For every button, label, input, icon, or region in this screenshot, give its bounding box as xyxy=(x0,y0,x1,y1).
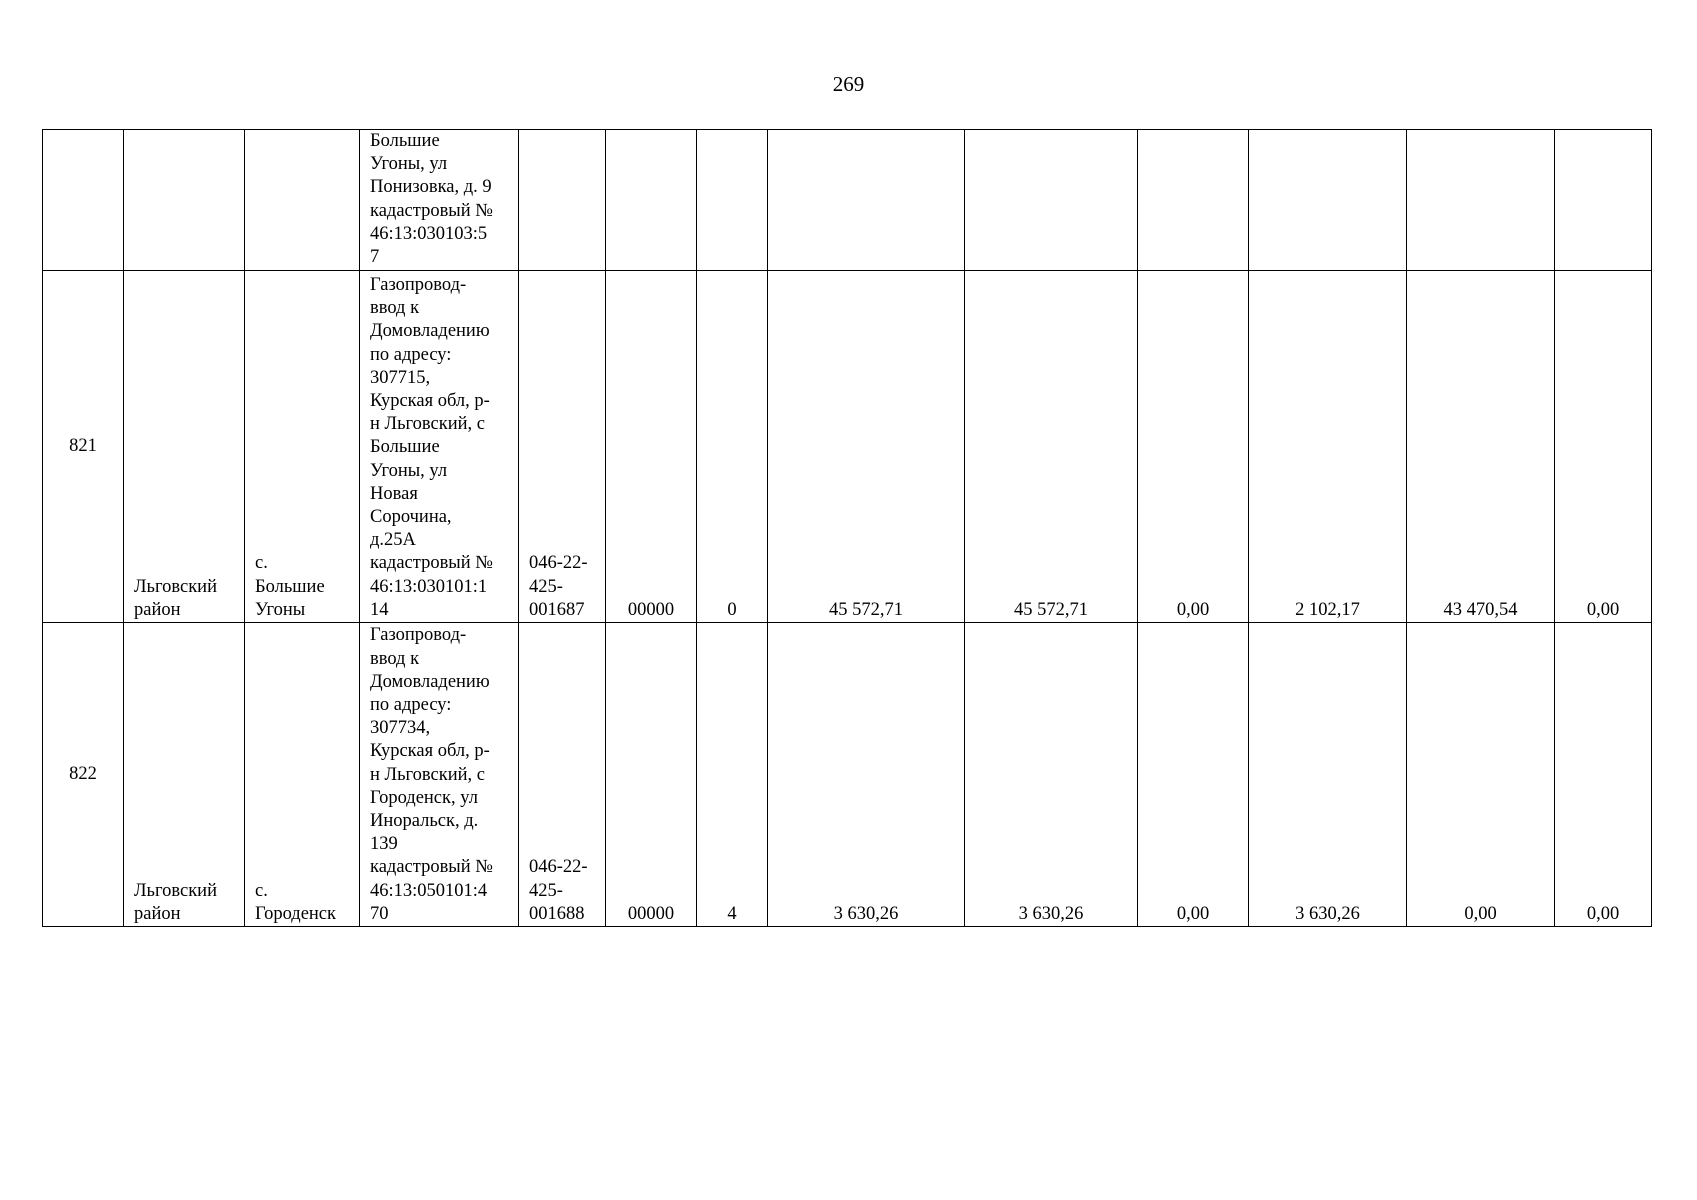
text-line: 14 xyxy=(370,599,389,620)
text-line: кадастровый № xyxy=(370,553,493,574)
cell-value-3: 0,00 xyxy=(1138,623,1249,927)
text-line: Большие xyxy=(255,576,325,597)
cell-flag: 0 xyxy=(697,271,768,623)
description-text xyxy=(370,624,508,926)
cell-value-6 xyxy=(1555,130,1652,271)
text-line: 46:13:030103:5 xyxy=(370,223,488,244)
text-line: ввод к xyxy=(370,648,420,669)
text-line: Льговский xyxy=(134,880,217,901)
text-line: 307734, xyxy=(370,718,431,739)
text-line: Домовладению xyxy=(370,321,490,342)
text-line: Большие xyxy=(370,437,440,458)
cell-district xyxy=(124,271,245,623)
text-line: Угоны, ул xyxy=(370,154,448,175)
text-line: Иноральск, д. xyxy=(370,810,479,831)
text-line: 7 xyxy=(370,247,380,268)
cell-code2: 00000 xyxy=(606,271,697,623)
cell-locality xyxy=(245,623,360,927)
text-line: 001687 xyxy=(529,599,585,620)
cell-value-2: 45 572,71 xyxy=(965,271,1138,623)
text-line: Домовладению xyxy=(370,671,490,692)
text-line: 425- xyxy=(529,880,563,901)
text-line: с. xyxy=(255,880,268,901)
text-line: Курская обл, р- xyxy=(370,390,490,411)
page-number: 269 xyxy=(832,72,865,96)
cell-value-4 xyxy=(1249,130,1407,271)
cell-value-1: 3 630,26 xyxy=(768,623,965,927)
code-text xyxy=(529,856,595,926)
locality-text xyxy=(255,880,349,926)
cell-value-3: 0,00 xyxy=(1138,271,1249,623)
cell-index xyxy=(43,130,124,271)
text-line: Газопровод- xyxy=(370,625,467,646)
cell-code2 xyxy=(606,130,697,271)
text-line: район xyxy=(134,599,181,620)
cell-value-6: 0,00 xyxy=(1555,623,1652,927)
cell-description xyxy=(360,623,519,927)
text-line: кадастровый № xyxy=(370,857,493,878)
text-line: Новая xyxy=(370,483,418,504)
cell-value-1 xyxy=(768,130,965,271)
description-text xyxy=(370,130,508,269)
text-line: Льговский xyxy=(134,576,217,597)
cell-code xyxy=(519,130,606,271)
cell-code xyxy=(519,271,606,623)
district-text xyxy=(134,880,234,926)
text-line: 70 xyxy=(370,903,389,924)
code-text xyxy=(529,552,595,622)
text-line: Сорочина, xyxy=(370,506,452,527)
cell-district xyxy=(124,130,245,271)
description-text xyxy=(370,274,508,622)
cell-value-5 xyxy=(1407,130,1555,271)
text-line: 001688 xyxy=(529,903,585,924)
cell-value-1: 45 572,71 xyxy=(768,271,965,623)
table-row xyxy=(43,623,1652,927)
cell-flag xyxy=(697,130,768,271)
text-line: 307715, xyxy=(370,367,431,388)
cell-description xyxy=(360,271,519,623)
cell-value-4: 3 630,26 xyxy=(1249,623,1407,927)
text-line: Курская обл, р- xyxy=(370,741,490,762)
text-line: район xyxy=(134,903,181,924)
text-line: с. xyxy=(255,553,268,574)
cell-flag: 4 xyxy=(697,623,768,927)
cell-locality xyxy=(245,130,360,271)
text-line: Угоны, ул xyxy=(370,460,448,481)
text-line: н Льговский, с xyxy=(370,414,485,435)
text-line: н Льговский, с xyxy=(370,764,485,785)
cell-value-4: 2 102,17 xyxy=(1249,271,1407,623)
text-line: Большие xyxy=(370,131,440,151)
text-line: по адресу: xyxy=(370,694,452,715)
cell-description xyxy=(360,130,519,271)
table-row xyxy=(43,271,1652,623)
cell-value-2: 3 630,26 xyxy=(965,623,1138,927)
text-line: ввод к xyxy=(370,298,420,319)
text-line: 46:13:050101:4 xyxy=(370,880,488,901)
locality-text xyxy=(255,552,349,622)
text-line: Газопровод- xyxy=(370,274,467,295)
text-line: 046-22- xyxy=(529,857,588,878)
table-row-continuation xyxy=(43,130,1652,271)
registry-table xyxy=(42,129,1652,927)
text-line: Понизовка, д. 9 xyxy=(370,177,492,198)
district-text xyxy=(134,576,234,622)
cell-value-6: 0,00 xyxy=(1555,271,1652,623)
text-line: Угоны xyxy=(255,599,306,620)
text-line: Городенск xyxy=(255,903,337,924)
text-line: 425- xyxy=(529,576,563,597)
cell-district xyxy=(124,623,245,927)
text-line: Городенск, ул xyxy=(370,787,478,808)
cell-code2: 00000 xyxy=(606,623,697,927)
cell-value-3 xyxy=(1138,130,1249,271)
cell-locality xyxy=(245,271,360,623)
text-line: кадастровый № xyxy=(370,200,493,221)
cell-value-2 xyxy=(965,130,1138,271)
cell-index: 821 xyxy=(43,271,124,623)
text-line: 46:13:030101:1 xyxy=(370,576,488,597)
text-line: по адресу: xyxy=(370,344,452,365)
cell-value-5: 0,00 xyxy=(1407,623,1555,927)
text-line: 139 xyxy=(370,834,398,855)
text-line: 046-22- xyxy=(529,553,588,574)
cell-code xyxy=(519,623,606,927)
text-line: д.25А xyxy=(370,530,416,551)
cell-index: 822 xyxy=(43,623,124,927)
cell-value-5: 43 470,54 xyxy=(1407,271,1555,623)
